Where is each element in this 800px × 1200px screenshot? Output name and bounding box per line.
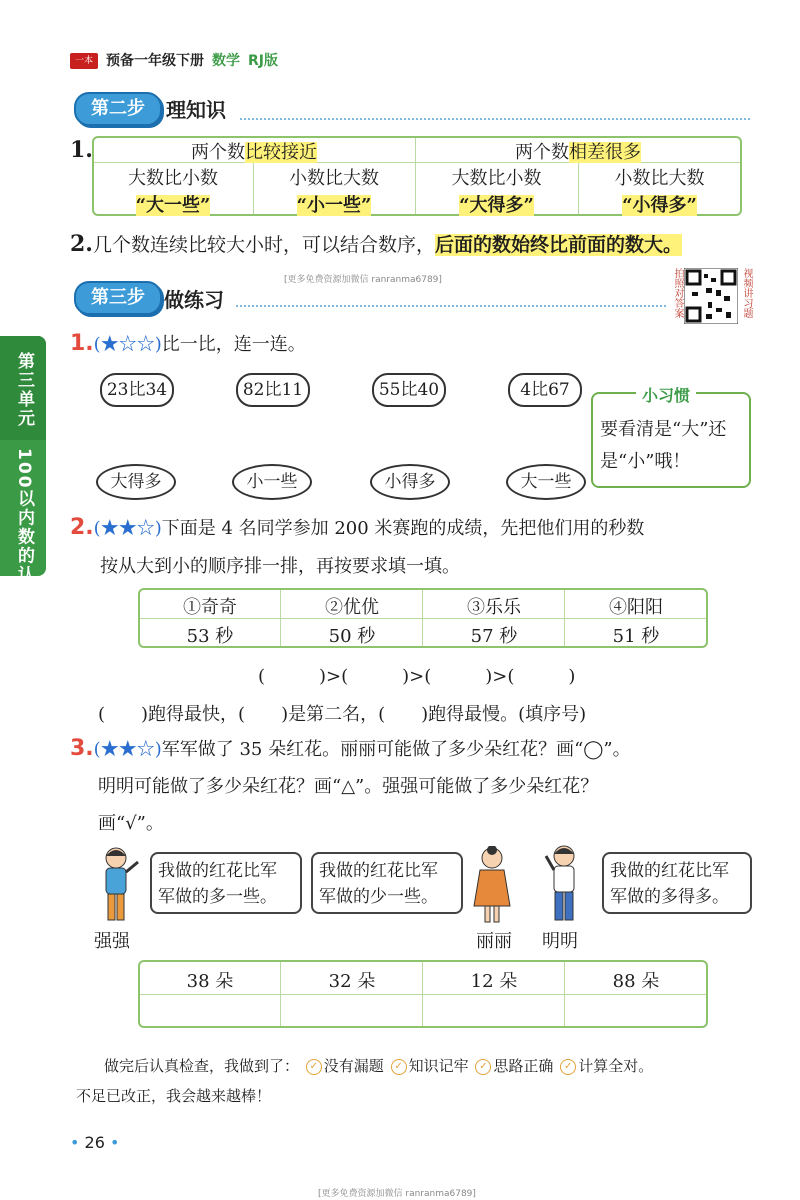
cell-label: 大数比小数 (451, 168, 542, 189)
speech-bubble (311, 852, 463, 914)
comparison-cloud[interactable]: 82比11 (236, 373, 310, 407)
step3-title: 做练习 (164, 288, 224, 312)
q3-text-line3: 画“√”。 (98, 813, 164, 834)
q3-number: 3. (70, 736, 94, 761)
runner-name: ③乐乐 (467, 597, 521, 618)
speech-bubble (150, 852, 302, 914)
answer-oval[interactable]: 小一些 (232, 464, 312, 500)
runner-time: 50 秒 (328, 626, 376, 647)
watermark: [更多免费资源加微信 ranranma6789] (284, 275, 442, 285)
edition-label: RJ版 (248, 53, 278, 69)
header-title (106, 50, 278, 70)
step2-badge: 第二步 (74, 92, 162, 126)
fill-blanks[interactable]: ( )跑得最快，( )是第二名，( )跑得最慢。(填序号) (98, 704, 587, 725)
step3-badge: 第三步 (74, 281, 162, 315)
answer-oval[interactable]: 大得多 (96, 464, 176, 500)
book-title: 预备一年级下册 (106, 53, 204, 69)
logo: 一本 (70, 53, 98, 69)
bubble-line: 军做的少一些。 (319, 887, 438, 907)
group-header-text: 两个数 (515, 142, 569, 163)
answer-text: “大一些” (135, 195, 211, 216)
bubble-line: 我做的红花比军 (158, 861, 277, 881)
option-count: 38 朵 (186, 971, 234, 992)
answer-text: “小得多” (622, 195, 697, 216)
item2 (70, 230, 760, 257)
divider (240, 118, 750, 120)
option-count: 12 朵 (470, 971, 518, 992)
self-check (104, 1055, 653, 1076)
boy-qiangqiang-icon (96, 846, 142, 926)
comparison-cloud[interactable]: 23比34 (100, 373, 174, 407)
runner-time: 53 秒 (186, 626, 234, 647)
item2-text: 几个数连续比较大小时，可以结合数序， (92, 234, 435, 256)
item2-highlight: 后面的数始终比前面的数大。 (434, 234, 682, 256)
q2-number: 2. (70, 515, 94, 540)
cell-answer (579, 191, 740, 217)
cell-label: 大数比小数 (128, 168, 218, 189)
q1-text: 比一比，连一连。 (161, 334, 306, 355)
bottom-watermark: [更多免费资源加微信 ranranma6789] (318, 1189, 476, 1199)
bubble-line: 军做的多一些。 (158, 887, 277, 907)
unit-title: 100以内数的认识 (14, 448, 34, 604)
comparison-cloud[interactable]: 55比40 (372, 373, 446, 407)
answer-text: “小一些” (296, 195, 372, 216)
subject-label: 数学 (212, 53, 240, 69)
mark-cell[interactable] (282, 996, 422, 1026)
q2-heading (70, 514, 770, 540)
mark-cell[interactable] (566, 996, 706, 1026)
runner-time: 57 秒 (470, 626, 518, 647)
boy-mingming-icon (542, 842, 586, 926)
check-item: 没有漏题 (323, 1057, 384, 1075)
mark-cell[interactable] (140, 996, 280, 1026)
group-header-highlight: 相差很多 (569, 142, 641, 163)
answer-oval[interactable]: 大一些 (506, 464, 586, 500)
difficulty-stars: (★★☆) (93, 518, 162, 539)
option-count: 32 朵 (328, 971, 376, 992)
option-count: 88 朵 (612, 971, 660, 992)
table-divider (140, 994, 706, 995)
cell-answer (416, 191, 577, 217)
habit-title: 小习惯 (636, 383, 696, 406)
mark-cell[interactable] (424, 996, 564, 1026)
answer-oval[interactable]: 小得多 (370, 464, 450, 500)
step2-title: 理知识 (166, 98, 226, 122)
habit-line: 是“小”哦！ (600, 451, 691, 472)
runner-name: ④阳阳 (609, 597, 663, 618)
check-item: 知识记牢 (408, 1057, 469, 1075)
check-circle-icon[interactable]: ✓ (306, 1059, 322, 1075)
page-number-value: 26 (84, 1133, 105, 1152)
cell-answer (94, 191, 252, 217)
q3-text: 军军做了 35 朵红花。丽丽可能做了多少朵红花？画“◯”。 (161, 739, 631, 760)
bubble-line: 我做的红花比军 (319, 861, 438, 881)
bubble-line: 我做的红花比军 (610, 861, 729, 881)
group-header-close (94, 138, 414, 164)
q1-heading (70, 330, 306, 356)
habit-line: 要看清是“大”还 (600, 419, 727, 440)
kid-name: 明明 (542, 931, 578, 952)
check-circle-icon[interactable]: ✓ (475, 1059, 491, 1075)
check-circle-icon[interactable]: ✓ (560, 1059, 576, 1075)
comparison-cloud[interactable]: 4比67 (508, 373, 582, 407)
qr-caption-left: 拍照对答案 (672, 268, 683, 318)
q3-heading (70, 735, 780, 761)
q3-text-line2: 明明可能做了多少朵红花？画“△”。强强可能做了多少朵红花？ (98, 776, 599, 797)
check-circle-icon[interactable]: ✓ (391, 1059, 407, 1075)
difficulty-stars: (★☆☆) (93, 334, 162, 355)
bubble-line: 军做的多得多。 (610, 887, 729, 907)
qr-caption-right: 视频讲习题 (741, 268, 752, 318)
runner-time: 51 秒 (612, 626, 660, 647)
item2-number: 2. (70, 231, 93, 257)
kid-name: 丽丽 (476, 931, 512, 952)
runner-name: ①奇奇 (183, 597, 237, 618)
order-blanks[interactable]: ( )>( )>( )>( ) (258, 666, 576, 687)
q2-text: 下面是 4 名同学参加 200 米赛跑的成绩，先把他们用的秒数 (161, 518, 645, 539)
speech-bubble (602, 852, 752, 914)
unit-label: 第三单元 (14, 352, 34, 428)
cell-label: 小数比大数 (614, 168, 705, 189)
habit-text (600, 414, 726, 478)
kid-name: 强强 (94, 931, 130, 952)
check-intro: 做完后认真检查，我做到了： (104, 1057, 300, 1075)
check-item: 计算全对。 (578, 1057, 654, 1075)
encourage-line: 不足已改正，我会越来越棒！ (76, 1087, 272, 1105)
check-item: 思路正确 (493, 1057, 554, 1075)
item1-number: 1. (70, 137, 93, 163)
girl-lili-icon (472, 846, 512, 926)
q2-text-line2: 按从大到小的顺序排一排，再按要求填一填。 (100, 556, 460, 577)
cell-label: 小数比大数 (289, 168, 379, 189)
divider (236, 305, 666, 307)
group-header-far (416, 138, 740, 164)
page-number: • 26 • (70, 1133, 120, 1152)
q1-number: 1. (70, 331, 94, 356)
runner-name: ②优优 (325, 597, 379, 618)
qr-code-icon[interactable] (684, 268, 738, 324)
group-header-text: 两个数 (191, 142, 245, 163)
group-header-highlight: 比较接近 (245, 142, 317, 163)
cell-answer (254, 191, 414, 217)
answer-text: “大得多” (459, 195, 534, 216)
difficulty-stars: (★★☆) (93, 739, 162, 760)
